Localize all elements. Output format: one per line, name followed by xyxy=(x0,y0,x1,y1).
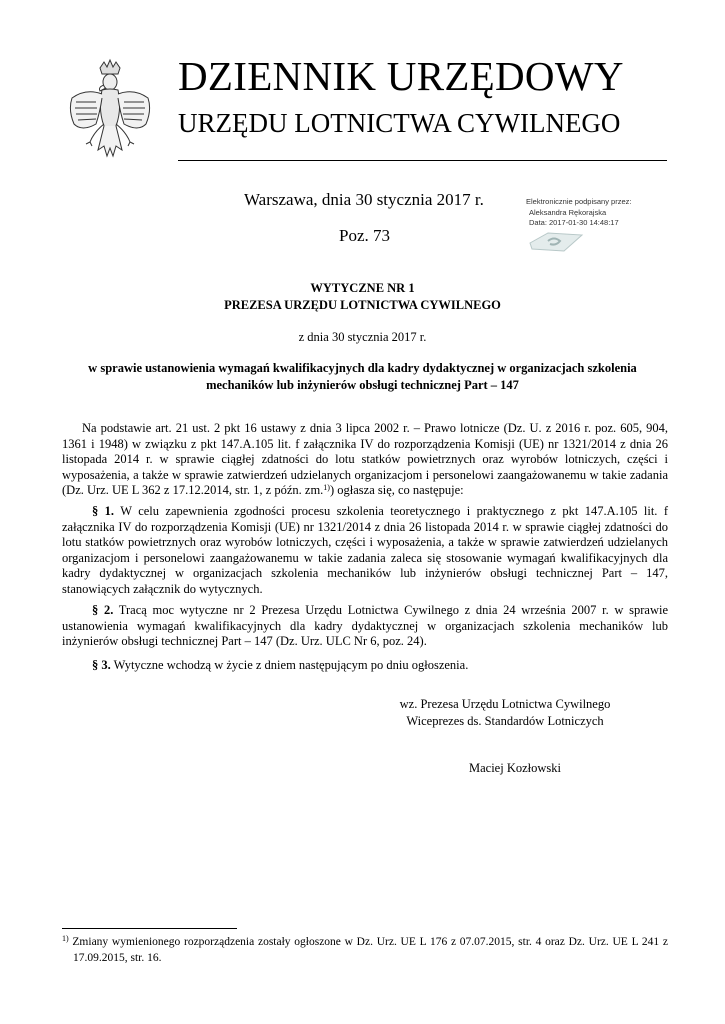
heading-line-1: WYTYCZNE NR 1 xyxy=(310,281,415,295)
footnote-text: Zmiany wymienionego rozporządzenia zostały ogłoszone w Dz. Urz. UE L 176 z 07.07.2015, str. 4 oraz Dz. Urz. UE L 241 z 17.09.2015, str. 16. xyxy=(68,936,668,964)
polish-eagle-emblem-icon xyxy=(64,58,156,166)
signature-check-icon xyxy=(526,229,586,254)
place-date: Warszawa, dnia 30 stycznia 2017 r. xyxy=(244,190,484,209)
section-1-paragraph xyxy=(62,504,668,598)
position-number: Poz. 73 xyxy=(339,226,390,245)
section-2-text: Tracą moc wytyczne nr 2 Prezesa Urzędu Lotnictwa Cywilnego z dnia 24 września 2007 r. w sprawie ustanowienia wymagań kwalifikacyjnych dla kadry dydaktycznej w organizacjach szkolenia mechaników lub inżynierów obsługi technicznej Part – 147 (Dz. Urz. ULC Nr 6, poz. 24). xyxy=(62,603,669,649)
signatory-line-2: Wiceprezes ds. Standardów Lotniczych xyxy=(406,714,604,728)
footnote-ref[interactable]: 1) xyxy=(323,483,330,493)
document-date: z dnia 30 stycznia 2017 r. xyxy=(298,330,427,344)
section-2-label: § 2. xyxy=(92,603,114,617)
signature-line-3: Data: 2017-01-30 14:48:17 xyxy=(529,218,619,227)
heading-line-2: PREZESA URZĘDU LOTNICTWA CYWILNEGO xyxy=(224,298,501,312)
header-divider xyxy=(178,160,667,161)
section-3-label: § 3. xyxy=(92,658,111,672)
section-3-text: Wytyczne wchodzą w życie z dniem następującym po dniu ogłoszenia. xyxy=(110,658,469,672)
signature-line-1: Elektronicznie podpisany przez: xyxy=(526,197,632,206)
footnote-marker: 1) xyxy=(62,934,69,943)
section-1-label: § 1. xyxy=(92,504,115,518)
signature-line-2: Aleksandra Rękorajska xyxy=(529,207,607,217)
signatory-line-1: wz. Prezesa Urzędu Lotnictwa Cywilnego xyxy=(399,697,611,711)
section-1-text: W celu zapewnienia zgodności procesu szkolenia teoretycznego i praktycznego z pkt 147.A.105 lit. f załącznika IV do rozporządzenia Komisji (UE) nr 1321/2014 z dnia 26 listopada 2014 r. w sprawie ciągłej zdatności do lotu statków powietrznych oraz wyrobów lotniczych, części i wyposażenia, a także w sprawie zatwierdzeń udzielanych organizacjom i personelowi zaangażowanemu w takie zadania zaleca się stosowanie wymagań kwalifikacyjnych dla kadry dydaktycznej w organizacjach szkolenia mechaników lub inżynierów obsługi technicznej Part – 147, stanowiących załącznik do wytycznych. xyxy=(62,504,668,596)
document-subject: w sprawie ustanowienia wymagań kwalifikacyjnych dla kadry dydaktycznej w organizacjach szkolenia mechaników lub inżynierów obsługi technicznej Part – 147 xyxy=(88,361,637,392)
preamble-paragraph xyxy=(62,421,668,499)
signatory-position xyxy=(370,696,640,730)
journal-subtitle: URZĘDU LOTNICTWA CYWILNEGO xyxy=(178,108,621,138)
section-3-paragraph xyxy=(62,658,668,674)
footnote xyxy=(62,935,668,966)
footnote-divider xyxy=(62,928,237,929)
signatory-name: Maciej Kozłowski xyxy=(469,761,561,775)
document-heading xyxy=(60,280,665,314)
preamble-end: ) ogłasza się, co następuje: xyxy=(329,483,464,498)
electronic-signature-block[interactable] xyxy=(526,197,676,229)
section-2-paragraph xyxy=(62,603,668,650)
preamble-text: Na podstawie art. 21 ust. 2 pkt 16 ustawy z dnia 3 lipca 2002 r. – Prawo lotnicze (Dz. U. z 2016 r. poz. 605, 904, 1361 i 1948) w związku z pkt 147.A.105 lit. f załącznika IV do rozporządzenia Komisji (UE) nr 1321/2014 z dnia 26 listopada 2014 r. w sprawie ciągłej zdatności do lotu statków powietrznych oraz wyrobów lotniczych, części i wyposażenia, a także w sprawie zatwierdzeń udzielanych organizacjom i personelowi zaangażowanemu w takie zadania (Dz. Urz. UE L 362 z 17.12.2014, str. 1, z późn. zm. xyxy=(62,421,668,498)
journal-title: DZIENNIK URZĘDOWY xyxy=(178,53,624,99)
